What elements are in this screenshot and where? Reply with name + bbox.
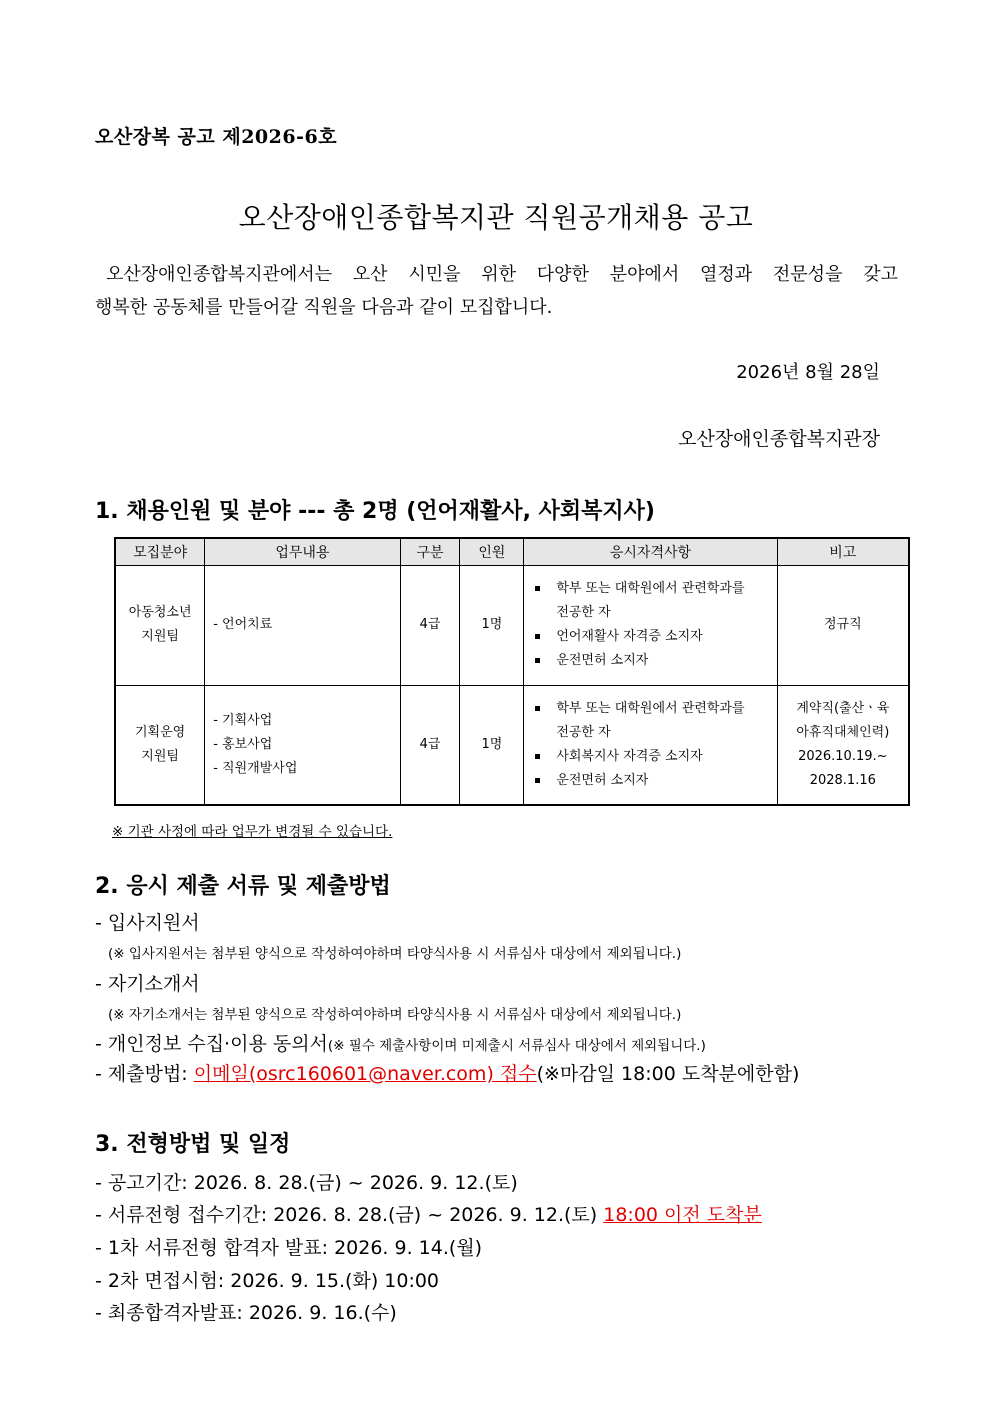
intro-paragraph — [95, 258, 898, 324]
list-item: 언어재활사 자격증 소지자 — [532, 625, 776, 649]
table-header-row — [115, 538, 909, 565]
document-item-privacy-consent: - 개인정보 수집·이용 동의서(※ 필수 제출사항이며 미제출시 서류심사 대상에서 제외됩니다.) — [95, 1033, 706, 1055]
list-item: 운전면허 소지자 — [532, 769, 776, 793]
section-2-heading: 2. 응시 제출 서류 및 제출방법 — [95, 874, 391, 899]
schedule-item-final-result: - 최종합격자발표: 2026. 9. 16.(수) — [95, 1302, 397, 1324]
cell-grade: 4급 — [400, 565, 460, 685]
list-item-continuation: 전공한 자 — [556, 605, 611, 620]
list-item: 학부 또는 대학원에서 관련학과를 — [532, 697, 776, 721]
table-row — [115, 565, 909, 685]
cell-remarks: 정규직 — [777, 565, 909, 685]
document-title: 오산장애인종합복지관 직원공개채용 공고 — [238, 201, 754, 234]
header-grade: 구분 — [400, 538, 460, 565]
list-item: 사회복지사 자격증 소지자 — [532, 745, 776, 769]
section-3-heading: 3. 전형방법 및 일정 — [95, 1132, 291, 1157]
document-item-application: - 입사지원서 — [95, 912, 200, 934]
schedule-item-first-result: - 1차 서류전형 합격자 발표: 2026. 9. 14.(월) — [95, 1237, 483, 1259]
cell-duties: - 기획사업 - 홍보사업 - 직원개발사업 — [205, 685, 400, 805]
list-item: 학부 또는 대학원에서 관련학과를 — [532, 577, 776, 601]
privacy-consent-note: (※ 필수 제출사항이며 미제출시 서류심사 대상에서 제외됩니다.) — [327, 1038, 706, 1054]
qualification-list — [524, 577, 776, 673]
cell-field: 아동청소년 지원팀 — [115, 565, 205, 685]
document-note-self-intro: (※ 자기소개서는 첨부된 양식으로 작성하여야하며 타양식사용 시 서류심사 대상에서 제외됩니다.) — [108, 1007, 682, 1023]
header-count: 인원 — [460, 538, 524, 565]
document-item-self-intro: - 자기소개서 — [95, 973, 200, 995]
submission-method: - 제출방법: 이메일(osrc160601@naver.com) 접수(※마감일 18:00 도착분에한함) — [95, 1063, 800, 1085]
notice-number: 오산장복 공고 제2026-6호 — [95, 126, 338, 148]
intro-line-1: 오산장애인종합복지관에서는 오산 시민을 위한 다양한 분야에서 열정과 전문성을 갖고 — [106, 264, 898, 285]
cell-qualifications — [524, 565, 777, 685]
schedule-item-interview: - 2차 면접시험: 2026. 9. 15.(화) 10:00 — [95, 1270, 440, 1292]
recruitment-table — [114, 537, 910, 806]
list-item: 운전면허 소지자 — [532, 649, 776, 673]
qualification-list — [524, 697, 776, 793]
schedule-item-notice-period: - 공고기간: 2026. 8. 28.(금) ~ 2026. 9. 12.(토) — [95, 1172, 518, 1194]
header-duties: 업무내용 — [205, 538, 400, 565]
cell-count: 1명 — [460, 565, 524, 685]
document-note-application: (※ 입사지원서는 첨부된 양식으로 작성하여야하며 타양식사용 시 서류심사 대상에서 제외됩니다.) — [108, 946, 682, 962]
header-remarks: 비고 — [777, 538, 909, 565]
notice-date: 2026년 8월 28일 — [736, 362, 880, 383]
cell-remarks: 계약직(출산ㆍ육 아휴직대체인력) 2026.10.19.~ 2028.1.16 — [777, 685, 909, 805]
cell-count: 1명 — [460, 685, 524, 805]
header-field: 모집분야 — [115, 538, 205, 565]
table-row — [115, 685, 909, 805]
cell-duties: - 언어치료 — [205, 565, 400, 685]
cell-qualifications — [524, 685, 777, 805]
cell-grade: 4급 — [400, 685, 460, 805]
intro-line-2: 행복한 공동체를 만들어갈 직원을 다음과 같이 모집합니다. — [95, 297, 553, 318]
header-qualifications: 응시자격사항 — [524, 538, 777, 565]
section-1-heading: 1. 채용인원 및 분야 --- 총 2명 (언어재활사, 사회복지사) — [95, 499, 655, 524]
schedule-item-document-period: - 서류전형 접수기간: 2026. 8. 28.(금) ~ 2026. 9. 12.(토) 18:00 이전 도착분 — [95, 1204, 762, 1226]
table-note: ※ 기관 사정에 따라 업무가 변경될 수 있습니다. — [112, 824, 393, 840]
deadline-highlight: 18:00 이전 도착분 — [603, 1204, 762, 1226]
issuer: 오산장애인종합복지관장 — [678, 428, 880, 450]
submission-email-highlight: 이메일(osrc160601@naver.com) 접수 — [193, 1063, 537, 1085]
cell-field: 기획운영 지원팀 — [115, 685, 205, 805]
list-item-continuation: 전공한 자 — [556, 724, 611, 740]
